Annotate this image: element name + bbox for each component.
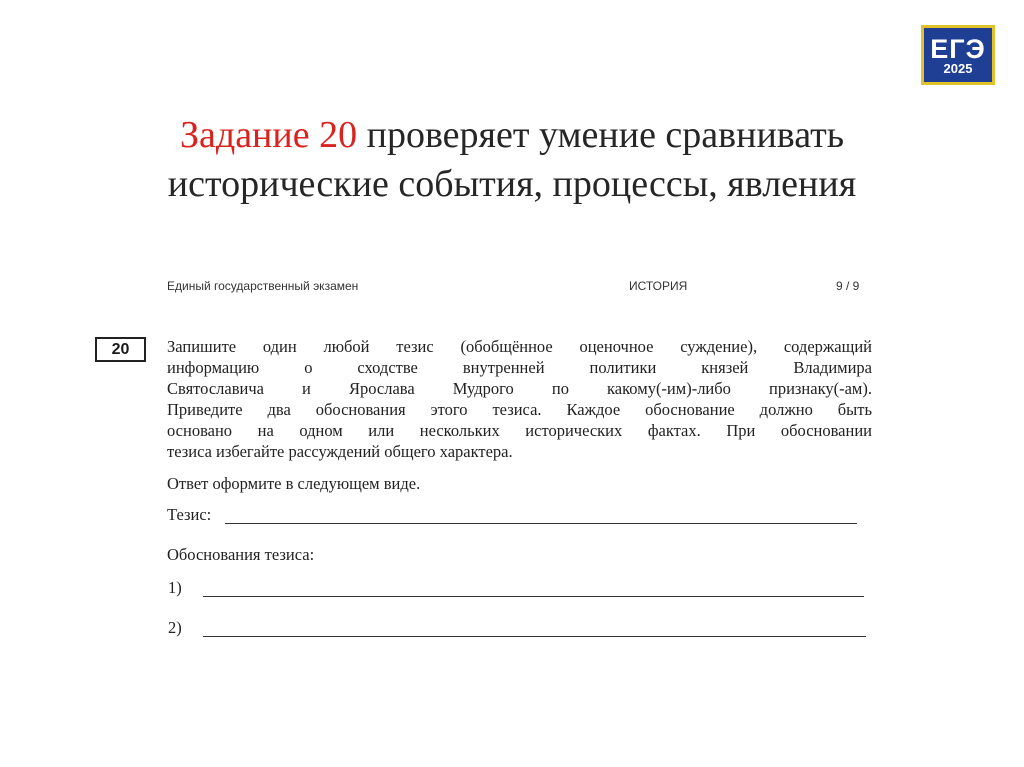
task-text-line: Запишите один любой тезис (обобщённое оценочное суждение), содержащий (167, 337, 872, 356)
justification-2-line (203, 636, 866, 637)
slide-title (0, 111, 1024, 209)
exam-header-page: 9 / 9 (836, 279, 860, 293)
logo-year: 2025 (943, 60, 973, 76)
title-accent: Задание 20 (179, 114, 358, 156)
justification-1-number: 1) (168, 578, 182, 597)
justification-1-line (203, 596, 864, 597)
task-number-box: 20 (95, 337, 146, 362)
title-rest: проверяет умение сравнивать (357, 114, 845, 156)
title-line-2: исторические события, процессы, явления (167, 163, 857, 205)
thesis-answer-line (225, 523, 857, 524)
format-note: Ответ оформите в следующем виде. (167, 474, 421, 493)
exam-header-subject: ИСТОРИЯ (629, 279, 688, 293)
thesis-label: Тезис: (167, 505, 212, 524)
exam-header-left: Единый государственный экзамен (167, 279, 359, 293)
logo-text: ЕГЭ (930, 33, 986, 64)
task-text-line: тезиса избегайте рассуждений общего характера. (167, 442, 513, 461)
ege-2025-logo (921, 25, 995, 85)
task-text-line: Приведите два обоснования этого тезиса. Каждое обоснование должно быть (167, 400, 872, 419)
task-text-line: Святославича и Ярослава Мудрого по какому(-им)-либо признаку(-ам). (167, 379, 872, 398)
task-text (167, 336, 872, 462)
justifications-label: Обоснования тезиса: (167, 545, 315, 564)
task-text-line: основано на одном или нескольких исторических фактах. При обосновании (167, 421, 872, 440)
justification-2-number: 2) (168, 618, 182, 637)
task-text-line: информацию о сходстве внутренней политики князей Владимира (167, 358, 872, 377)
